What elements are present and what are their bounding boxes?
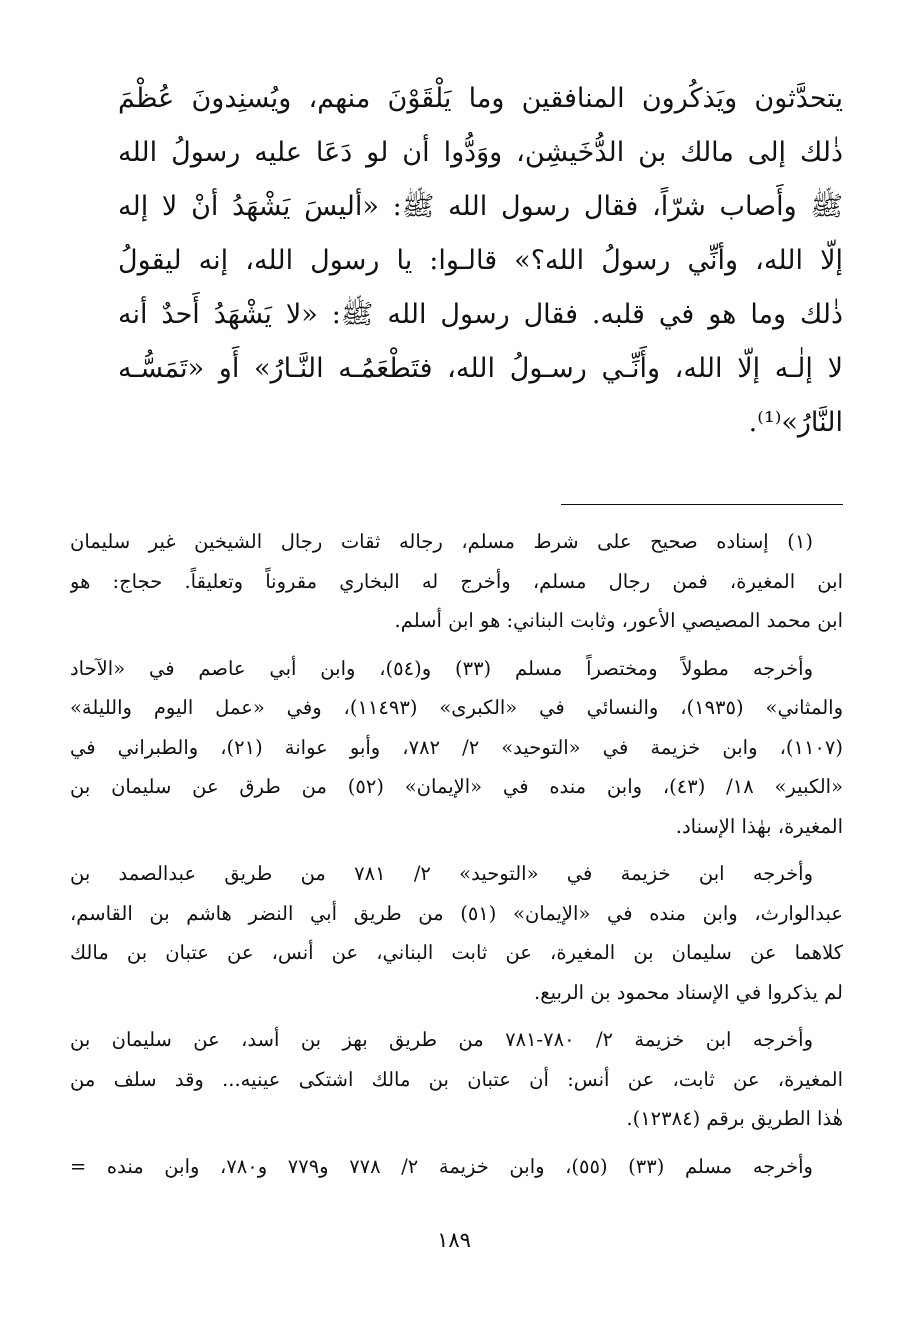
footnote-paragraph — [70, 649, 843, 847]
footnote-paragraph — [70, 522, 843, 641]
footnote-line: وأخرجه ابن خزيمة في «التوحيد» ٢/ ٧٨١ من طريق عبدالصمد بن — [70, 862, 813, 885]
main-text-block — [118, 72, 843, 450]
footnote-paragraph — [70, 854, 843, 1012]
footnote-line: لم يذكروا في الإسناد محمود بن الربيع. — [534, 980, 843, 1004]
main-text-line: ذٰلك وما هو في قلبه. فقال رسول الله ﷺ: «لا يَشْهَدُ أَحدٌ أنه — [118, 299, 843, 330]
footnote-line: ابن محمد المصيصي الأعور، وثابت البناني: هو ابن أسلم. — [394, 609, 843, 632]
footnote-line: المغيرة، بهٰذا الإسناد. — [675, 814, 843, 838]
main-text-line: يتحدَّثون ويَذكُرون المنافقين وما يَلْقَوْنَ منهم، ويُسنِدونَ عُظْمَ — [118, 83, 843, 114]
footnote-paragraph — [70, 1020, 843, 1139]
footnote-separator — [561, 504, 843, 505]
footnote-line: كلاهما عن سليمان بن المغيرة، عن ثابت البناني، عن أنس، عن عتبان بن مالك — [70, 941, 843, 964]
main-text-line: ذٰلك إلى مالك بن الدُّخَيشِن، ووَدُّوا أن لو دَعَا عليه رسولُ الله — [118, 137, 843, 168]
footnote-line: وأخرجه ابن خزيمة ٢/ ٧٨٠-٧٨١ من طريق بهز بن أسد، عن سليمان بن — [70, 1028, 813, 1051]
footnote-line: والمثاني» (١٩٣٥)، والنسائي في «الكبرى» (١١٤٩٣)، وفي «عمل اليوم والليلة» — [70, 696, 843, 719]
main-text-line: لا إلٰـه إلّا الله، وأَنِّـي رسـولُ الله، فتَطْعَمُـه النَّـارُ» أَو «تَمَسُّـه — [118, 353, 843, 384]
footnote-line: «الكبير» ١٨/ (٤٣)، وابن منده في «الإيمان» (٥٢) من طرق عن سليمان بن — [70, 775, 843, 798]
footnote-line: وأخرجه مسلم (٣٣) (٥٥)، وابن خزيمة ٢/ ٧٧٨ و٧٧٩ و٧٨٠، وابن منده = — [70, 1154, 813, 1178]
footnote-line: وأخرجه مطولاً ومختصراً مسلم (٣٣) و(٥٤)، وابن أبي عاصم في «الآحاد — [70, 656, 814, 680]
footnote-line: ابن المغيرة، فمن رجال مسلم، وأخرج له البخاري مقروناً وتعليقاً. حجاج: هو — [70, 569, 843, 593]
main-text-line: إلّا الله، وأنِّي رسولُ الله؟» قالـوا: يا رسول الله، إنه ليقولُ — [118, 245, 843, 276]
page-number: ١٨٩ — [437, 1228, 471, 1252]
footnote-line: عبدالوارث، وابن منده في «الإيمان» (٥١) من طريق أبي النضر هاشم بن القاسم، — [70, 901, 843, 925]
footnote-line: (١) إسناده صحيح على شرط مسلم، رجاله ثقات رجال الشيخين غير سليمان — [70, 530, 813, 553]
main-text-line: ﷺ وأَصاب شرّاً، فقال رسول الله ﷺ: «أليسَ يَشْهَدُ أنْ لا إله — [118, 191, 843, 222]
footnote-line: هٰذا الطريق برقم (١٢٣٨٤). — [626, 1107, 843, 1130]
footnote-paragraph — [70, 1147, 843, 1187]
footnote-line: (١١٠٧)، وابن خزيمة في «التوحيد» ٢/ ٧٨٢، وأبو عوانة (٢١)، والطبراني في — [70, 735, 843, 759]
main-text-line: النَّارُ»⁽¹⁾. — [748, 407, 843, 438]
footnote-line: المغيرة، عن ثابت، عن أنس: أن عتبان بن مالك اشتكى عينيه... وقد سلف من — [70, 1067, 843, 1091]
footnotes-block — [70, 522, 843, 1194]
